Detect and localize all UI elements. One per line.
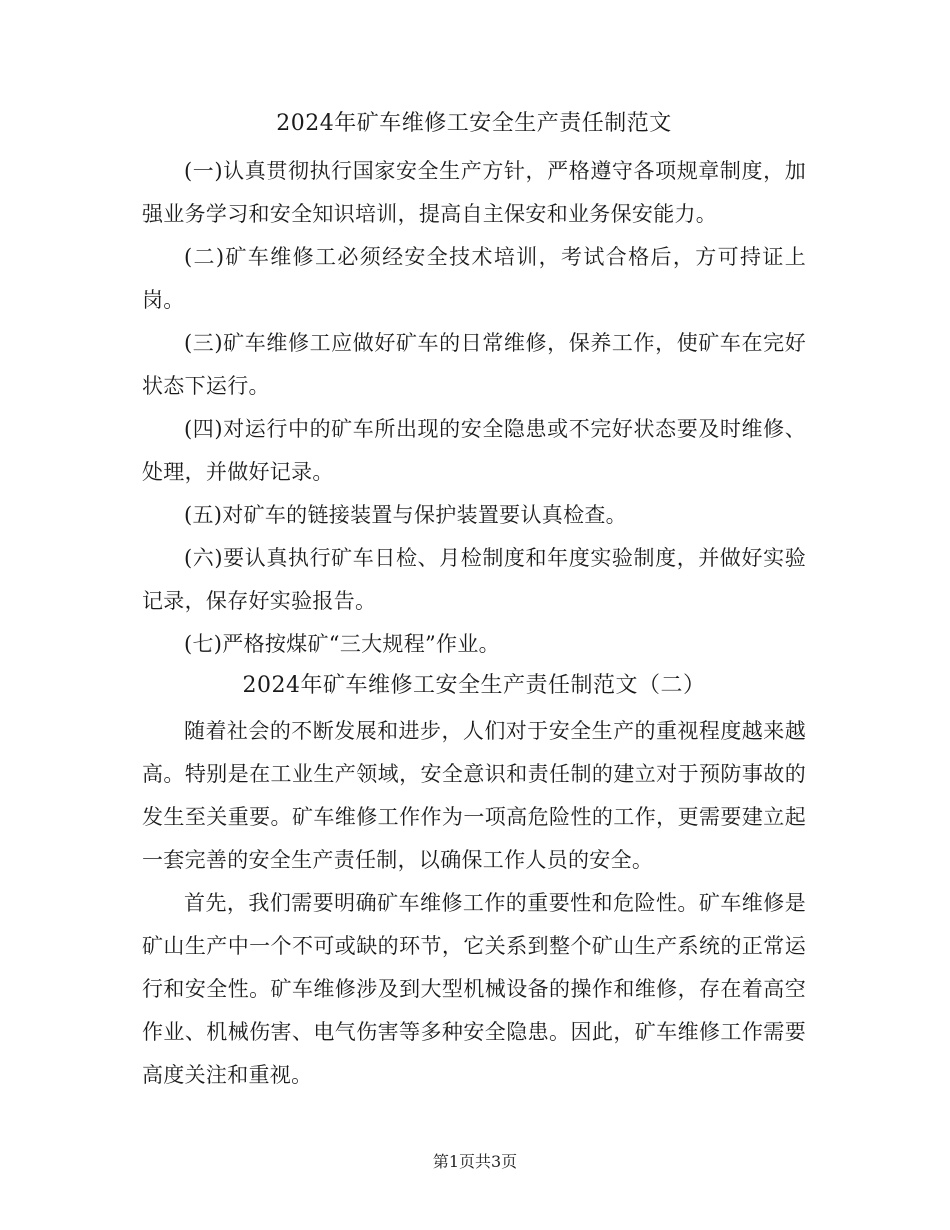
section-2-paragraph-2: 首先，我们需要明确矿车维修工作的重要性和危险性。矿车维修是矿山生产中一个不可或缺的环节，它关系到整个矿山生产系统的正常运行和安全性。矿车维修涉及到大型机械设备的操作和维修，存在着高空作业、机械伤害、电气伤害等多种安全隐患。因此，矿车维修工作需要高度关注和重视。	[142, 891, 806, 1087]
section-1-title: 2024年矿车维修工安全生产责任制范文	[276, 111, 672, 136]
document-body	[142, 104, 806, 1097]
section-2-paragraph-1: 随着社会的不断发展和进步，人们对于安全生产的重视程度越来越高。特别是在工业生产领域，安全意识和责任制的建立对于预防事故的发生至关重要。矿车维修工作作为一项高危险性的工作，更需要建立起一套完善的安全生产责任制，以确保工作人员的安全。	[142, 719, 806, 872]
section-1-paragraph-1: (一)认真贯彻执行国家安全生产方针，严格遵守各项规章制度，加强业务学习和安全知识培训，提高自主保安和业务保安能力。	[142, 159, 806, 226]
section-2-title: 2024年矿车维修工安全生产责任制范文（二）	[242, 673, 706, 698]
section-1-paragraph-5: (五)对矿车的链接装置与保护装置要认真检查。	[184, 503, 627, 527]
section-1-paragraph-4: (四)对运行中的矿车所出现的安全隐患或不完好状态要及时维修、处理，并做好记录。	[142, 417, 806, 484]
section-1-paragraph-6: (六)要认真执行矿车日检、月检制度和年度实验制度，并做好实验记录，保存好实验报告。	[142, 546, 806, 613]
section-1-paragraph-3: (三)矿车维修工应做好矿车的日常维修，保养工作，使矿车在完好状态下运行。	[142, 331, 806, 398]
page-number-footer: 第1页共3页	[432, 1152, 518, 1171]
section-1-paragraph-7: (七)严格按煤矿“三大规程”作业。	[184, 632, 500, 656]
section-1-paragraph-2: (二)矿车维修工必须经安全技术培训，考试合格后，方可持证上岗。	[142, 245, 806, 312]
